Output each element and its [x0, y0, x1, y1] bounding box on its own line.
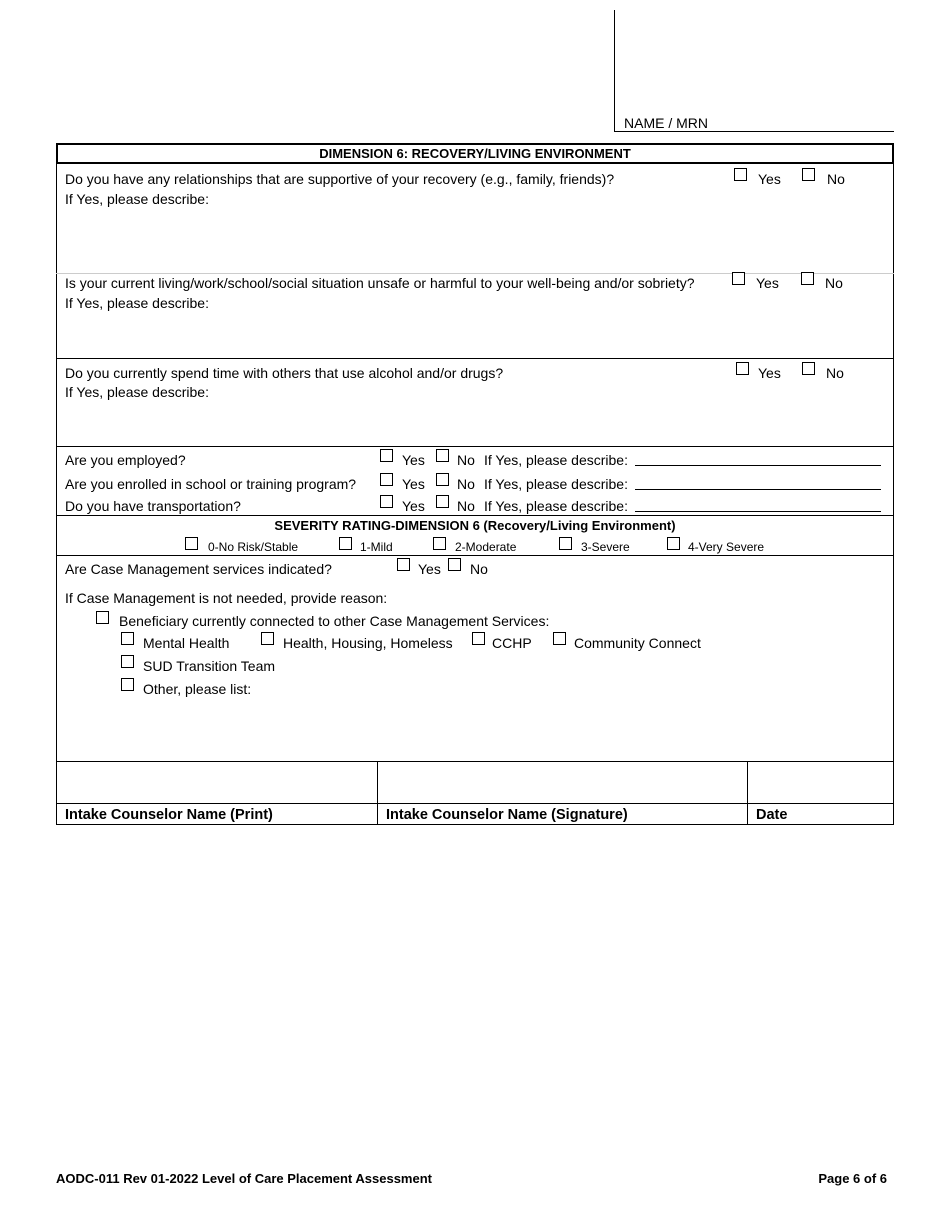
q6-divider — [56, 515, 894, 516]
other-checkbox[interactable] — [121, 678, 134, 691]
cchp-checkbox[interactable] — [472, 632, 485, 645]
mental-health-checkbox[interactable] — [121, 632, 134, 645]
q4-yes-checkbox[interactable] — [380, 449, 393, 462]
health-housing-label: Health, Housing, Homeless — [283, 635, 453, 651]
q5-yes-label: Yes — [402, 476, 425, 492]
connected-label: Beneficiary currently connected to other Case Management Services: — [119, 613, 550, 629]
other-label: Other, please list: — [143, 681, 252, 697]
sud-transition-checkbox[interactable] — [121, 655, 134, 668]
q5-describe-label: If Yes, please describe: — [484, 476, 628, 492]
case-mgmt-no-label: No — [470, 561, 488, 577]
community-connect-checkbox[interactable] — [553, 632, 566, 645]
severity-title: SEVERITY RATING-DIMENSION 6 (Recovery/Living Environment) — [274, 518, 676, 533]
severity-2-checkbox[interactable] — [433, 537, 446, 550]
q4-text: Are you employed? — [65, 452, 186, 468]
signature-label-line — [56, 803, 894, 804]
other-list-field[interactable] — [140, 700, 880, 755]
q1-no-label: No — [827, 171, 845, 187]
q6-describe-label: If Yes, please describe: — [484, 498, 628, 514]
q1-describe-label: If Yes, please describe: — [65, 191, 209, 207]
mental-health-label: Mental Health — [143, 635, 230, 651]
severity-2-label: 2-Moderate — [455, 540, 517, 554]
q5-no-checkbox[interactable] — [436, 473, 449, 486]
severity-0-checkbox[interactable] — [185, 537, 198, 550]
date-field[interactable] — [749, 763, 892, 802]
q3-no-checkbox[interactable] — [802, 362, 815, 375]
q3-text: Do you currently spend time with others that use alcohol and/or drugs? — [65, 365, 504, 381]
cchp-label: CCHP — [492, 635, 532, 651]
q3-describe-label: If Yes, please describe: — [65, 384, 209, 400]
connected-checkbox[interactable] — [96, 611, 109, 624]
name-mrn-field[interactable] — [616, 12, 892, 112]
counselor-signature-label: Intake Counselor Name (Signature) — [386, 807, 628, 823]
signature-col-divider-2 — [747, 761, 748, 825]
footer-form-id: AODC-011 Rev 01-2022 Level of Care Placement Assessment — [56, 1171, 432, 1186]
name-mrn-label: NAME / MRN — [624, 115, 708, 131]
case-mgmt-yes-checkbox[interactable] — [397, 558, 410, 571]
case-mgmt-no-checkbox[interactable] — [448, 558, 461, 571]
health-housing-checkbox[interactable] — [261, 632, 274, 645]
q1-text: Do you have any relationships that are supportive of your recovery (e.g., family, friends)? — [65, 171, 615, 187]
community-connect-label: Community Connect — [574, 635, 701, 651]
header-divider-horizontal — [614, 131, 894, 132]
footer-page-number: Page 6 of 6 — [818, 1171, 887, 1186]
date-label: Date — [756, 807, 788, 823]
q6-no-label: No — [457, 498, 475, 514]
severity-1-label: 1-Mild — [360, 540, 393, 554]
q2-text: Is your current living/work/school/social situation unsafe or harmful to your well-being and/or sobriety? — [65, 275, 695, 291]
case-mgmt-yes-label: Yes — [418, 561, 441, 577]
q2-no-checkbox[interactable] — [801, 272, 814, 285]
q3-describe-field[interactable] — [62, 402, 888, 442]
sud-transition-label: SUD Transition Team — [143, 658, 276, 674]
q6-describe-input[interactable] — [635, 511, 881, 512]
q1-describe-field[interactable] — [62, 210, 888, 268]
q3-divider — [56, 446, 894, 447]
severity-divider — [56, 555, 894, 556]
q3-no-label: No — [826, 365, 844, 381]
q2-yes-checkbox[interactable] — [732, 272, 745, 285]
q4-describe-label: If Yes, please describe: — [484, 452, 628, 468]
q4-yes-label: Yes — [402, 452, 425, 468]
severity-3-checkbox[interactable] — [559, 537, 572, 550]
q2-no-label: No — [825, 275, 843, 291]
q5-no-label: No — [457, 476, 475, 492]
q4-no-checkbox[interactable] — [436, 449, 449, 462]
q5-yes-checkbox[interactable] — [380, 473, 393, 486]
section-title: DIMENSION 6: RECOVERY/LIVING ENVIRONMENT — [319, 146, 631, 161]
severity-3-label: 3-Severe — [581, 540, 630, 554]
q4-no-label: No — [457, 452, 475, 468]
severity-4-label: 4-Very Severe — [688, 540, 765, 554]
q2-divider — [56, 358, 894, 359]
counselor-print-field[interactable] — [58, 763, 375, 802]
q2-describe-label: If Yes, please describe: — [65, 295, 209, 311]
counselor-print-label: Intake Counselor Name (Print) — [65, 807, 273, 823]
signature-top-line — [56, 761, 894, 762]
q1-divider — [56, 273, 894, 274]
q1-yes-label: Yes — [758, 171, 781, 187]
severity-4-checkbox[interactable] — [667, 537, 680, 550]
q5-describe-input[interactable] — [635, 489, 881, 490]
q3-yes-label: Yes — [758, 365, 781, 381]
q1-yes-checkbox[interactable] — [734, 168, 747, 181]
q2-yes-label: Yes — [756, 275, 779, 291]
severity-1-checkbox[interactable] — [339, 537, 352, 550]
signature-col-divider-1 — [377, 761, 378, 825]
case-mgmt-reason-label: If Case Management is not needed, provide reason: — [65, 590, 388, 606]
q3-yes-checkbox[interactable] — [736, 362, 749, 375]
q5-text: Are you enrolled in school or training program? — [65, 476, 357, 492]
q6-yes-label: Yes — [402, 498, 425, 514]
q6-text: Do you have transportation? — [65, 498, 241, 514]
q2-describe-field[interactable] — [62, 313, 888, 355]
q6-no-checkbox[interactable] — [436, 495, 449, 508]
q1-no-checkbox[interactable] — [802, 168, 815, 181]
q4-describe-input[interactable] — [635, 465, 881, 466]
severity-0-label: 0-No Risk/Stable — [208, 540, 299, 554]
counselor-signature-field[interactable] — [379, 763, 745, 802]
header-divider-vertical — [614, 10, 615, 132]
case-mgmt-question: Are Case Management services indicated? — [65, 561, 332, 577]
q6-yes-checkbox[interactable] — [380, 495, 393, 508]
